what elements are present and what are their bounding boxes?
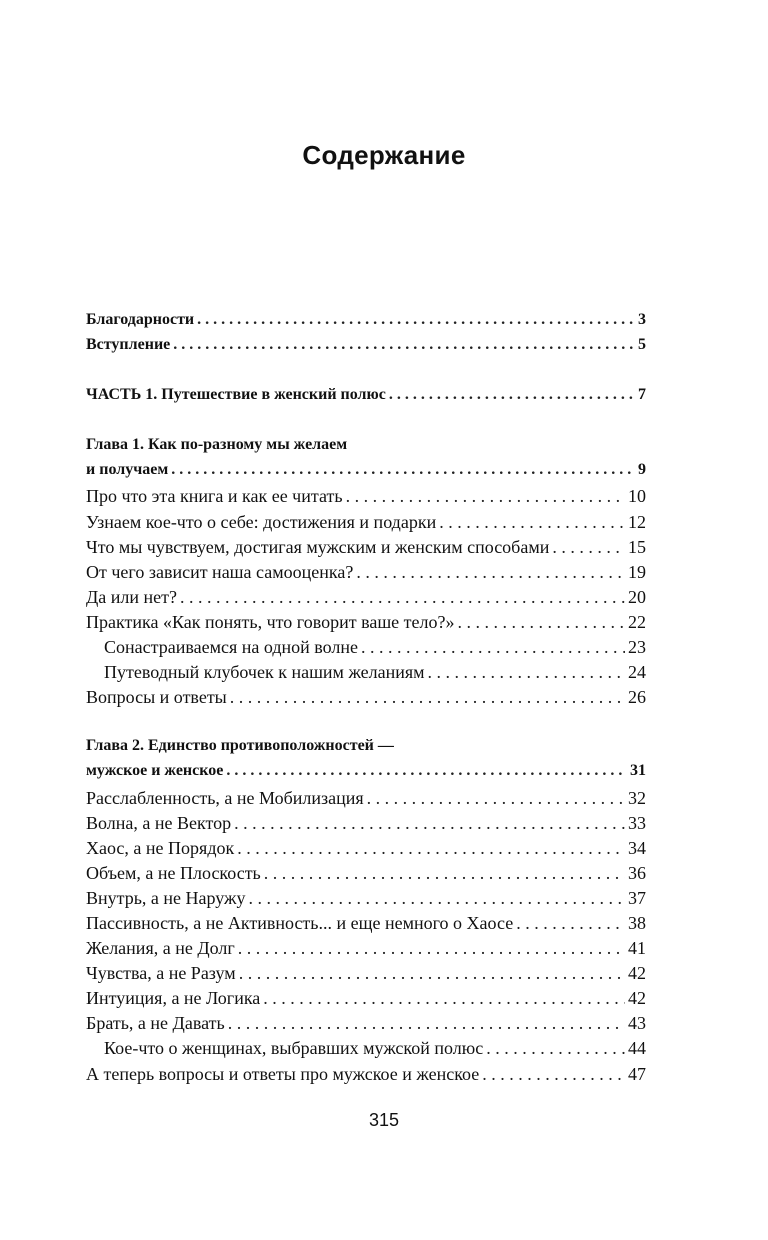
toc-entry-page: 41	[628, 938, 646, 959]
toc-entry-text: Желания, а не Долг	[86, 938, 235, 959]
toc-entry	[86, 336, 646, 361]
toc-entry-page: 19	[628, 561, 646, 582]
toc-entry	[86, 587, 646, 612]
toc-entry-page: 42	[628, 988, 646, 1009]
toc-entry-page: 44	[628, 1038, 646, 1059]
dot-leader	[439, 512, 625, 533]
toc-entry	[86, 562, 646, 587]
toc-entry	[86, 1013, 646, 1038]
dot-leader	[173, 336, 635, 354]
toc-entry	[86, 863, 646, 888]
toc-entry-text: Расслабленность, а не Мобилизация	[86, 787, 364, 808]
dot-leader	[361, 637, 625, 658]
toc-entry-page: 23	[628, 637, 646, 658]
page-number: 315	[368, 1110, 400, 1130]
dot-leader	[226, 762, 627, 780]
toc-entry-text: Брать, а не Давать	[86, 1013, 225, 1034]
toc-entry-text: Узнаем кое-что о себе: достижения и подарки	[86, 511, 437, 532]
toc-entry-text: Объем, а не Плоскость	[86, 862, 261, 883]
toc-entry-text: Интуиция, а не Логика	[86, 988, 261, 1009]
toc-entry-text: Что мы чувствуем, достигая мужским и женским способами	[86, 536, 550, 557]
toc-entry-page: 42	[628, 963, 646, 984]
dot-leader	[389, 386, 635, 404]
toc-entry-text: Сонастраиваемся на одной волне	[104, 637, 358, 658]
toc-entry-page: 24	[628, 662, 646, 683]
toc-entry	[86, 788, 646, 813]
toc-entry-text: Хаос, а не Порядок	[86, 837, 235, 858]
toc-entry	[86, 938, 646, 963]
toc-entry-page: 5	[638, 336, 646, 354]
toc-entry-page: 47	[628, 1063, 646, 1084]
toc-entry-text: Про что эта книга и как ее читать	[86, 486, 343, 507]
dot-leader	[239, 963, 625, 984]
toc-entry-text: Путеводный клубочек к нашим желаниям	[104, 662, 425, 683]
toc-entry	[86, 1064, 646, 1089]
toc-entry-text: Вопросы и ответы	[86, 687, 227, 708]
toc-chapter-entry	[86, 461, 646, 486]
toc-entry-page: 9	[638, 461, 646, 479]
toc-entry-page: 22	[628, 611, 646, 632]
toc-part-entry	[86, 386, 646, 411]
toc-entry-text: ЧАСТЬ 1. Путешествие в женский полюс	[86, 386, 386, 404]
dot-leader	[238, 938, 625, 959]
dot-leader	[264, 863, 625, 884]
toc-entry-page: 15	[628, 536, 646, 557]
toc-entry-text: А теперь вопросы и ответы про мужское и женское	[86, 1063, 480, 1084]
toc-entry-text: Вступление	[86, 336, 171, 354]
toc-entry	[86, 612, 646, 637]
toc-chapter-entry	[86, 762, 646, 787]
toc-entry-text: Практика «Как понять, что говорит ваше тело?»	[86, 611, 455, 632]
toc-entry-text: и получаем	[86, 461, 169, 479]
toc-entry	[86, 1038, 646, 1063]
toc-entry	[86, 838, 646, 863]
toc-entry-page: 20	[628, 586, 646, 607]
toc-entry-text: мужское и женское	[86, 762, 224, 780]
toc-entry	[86, 913, 646, 938]
toc-entry	[86, 662, 646, 687]
toc-entry	[86, 311, 646, 336]
dot-leader	[249, 888, 626, 909]
chapter-heading: Глава 1. Как по-разному мы желаем	[86, 436, 348, 454]
toc-entry-page: 7	[638, 386, 646, 404]
toc-entry-text: Пассивность, а не Активность... и еще немного о Хаосе	[86, 912, 514, 933]
dot-leader	[237, 838, 625, 859]
toc-entry-text: Чувства, а не Разум	[86, 963, 236, 984]
dot-leader	[356, 562, 625, 583]
toc-entry	[86, 813, 646, 838]
dot-leader	[234, 813, 625, 834]
toc-entry-page: 37	[628, 887, 646, 908]
dot-leader	[516, 913, 625, 934]
toc-entry-page: 38	[628, 912, 646, 933]
dot-leader	[346, 486, 625, 507]
toc-entry-text: Волна, а не Вектор	[86, 812, 232, 833]
dot-leader	[458, 612, 626, 633]
toc-entry-page: 33	[628, 812, 646, 833]
toc-entry-text: Кое-что о женщинах, выбравших мужской полюс	[104, 1038, 484, 1059]
table-of-contents	[86, 311, 646, 1089]
toc-entry-page: 3	[638, 311, 646, 328]
toc-entry	[86, 963, 646, 988]
toc-entry-text: От чего зависит наша самооценка?	[86, 561, 354, 582]
chapter-heading: Глава 2. Единство противоположностей —	[86, 737, 394, 755]
dot-leader	[482, 1064, 625, 1085]
toc-entry	[86, 988, 646, 1013]
dot-leader	[228, 1013, 625, 1034]
toc-entry	[86, 888, 646, 913]
page-title: Содержание	[302, 140, 466, 170]
dot-leader	[263, 988, 625, 1009]
dot-leader	[197, 311, 635, 329]
toc-entry	[86, 687, 646, 712]
toc-entry-page: 43	[628, 1013, 646, 1034]
toc-entry	[86, 486, 646, 511]
toc-entry	[86, 512, 646, 537]
dot-leader	[230, 687, 625, 708]
toc-entry-page: 26	[628, 687, 646, 708]
toc-entry-text: Благодарности	[86, 311, 195, 328]
dot-leader	[486, 1038, 625, 1059]
toc-entry	[86, 537, 646, 562]
dot-leader	[367, 788, 625, 809]
toc-entry-text: Внутрь, а не Наружу	[86, 887, 246, 908]
dot-leader	[180, 587, 625, 608]
toc-entry	[86, 637, 646, 662]
toc-entry-page: 32	[628, 787, 646, 808]
toc-entry-page: 10	[628, 486, 646, 507]
toc-entry-page: 34	[628, 837, 646, 858]
dot-leader	[171, 461, 635, 479]
dot-leader	[552, 537, 625, 558]
toc-entry-page: 36	[628, 862, 646, 883]
dot-leader	[428, 662, 625, 683]
toc-entry-page: 31	[630, 762, 646, 780]
toc-entry-text: Да или нет?	[86, 586, 177, 607]
toc-entry-page: 12	[628, 511, 646, 532]
